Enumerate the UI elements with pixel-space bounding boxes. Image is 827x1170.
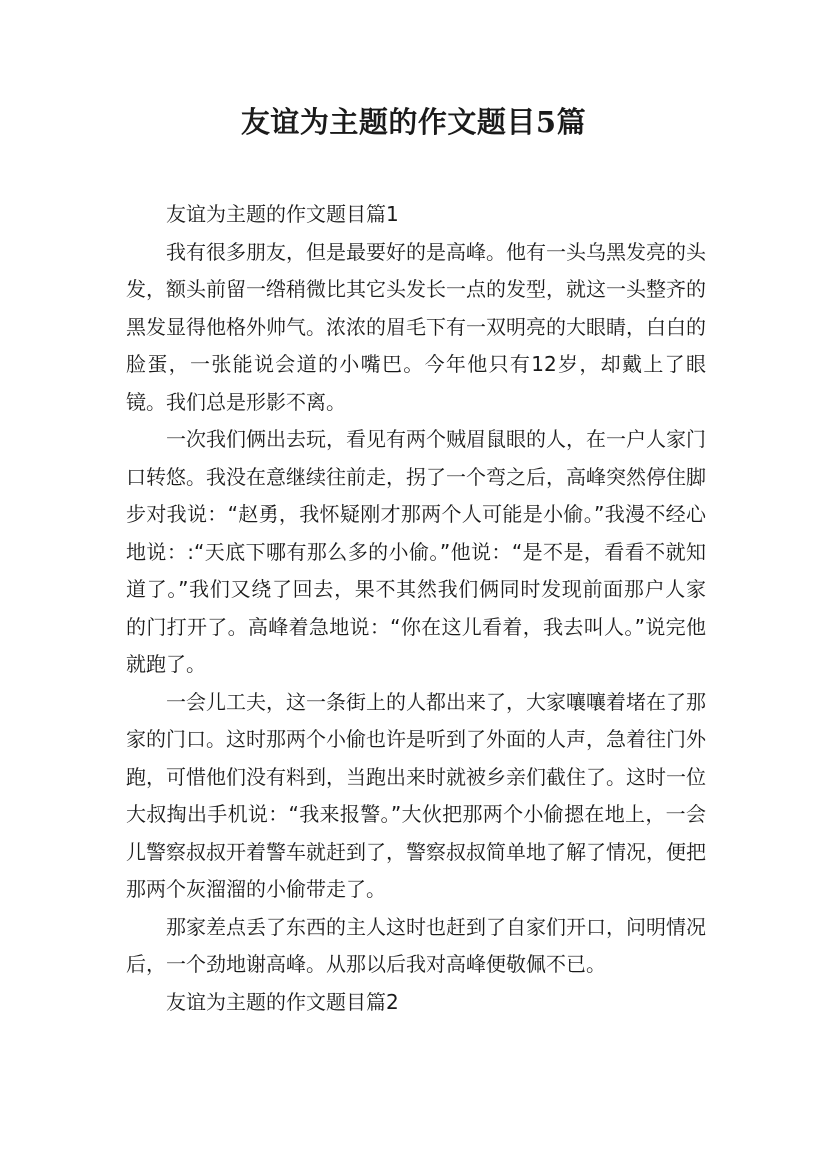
paragraph-3: 一会儿工夫，这一条街上的人都出来了，大家嚷嚷着堵在了那家的门口。这时那两个小偷也许是听到了外面的人声，急着往门外跑，可惜他们没有料到，当跑出来时就被乡亲们截住了。这时一位大叔掏出手机说：“我来报警。”大伙把那两个小偷摁在地上，一会儿警察叔叔开着警车就赶到了，警察叔叔简单地了解了情况，便把那两个灰溜溜的小偷带走了。 bbox=[126, 689, 706, 901]
paragraph-1: 我有很多朋友，但是最要好的是高峰。他有一头乌黑发亮的头发，额头前留一绺稍微比其它头发长一点的发型，就这一头整齐的黑发显得他格外帅气。浓浓的眉毛下有一双明亮的大眼睛，白白的脸蛋，一张能说会道的小嘴巴。今年他只有12岁，却戴上了眼镜。我们总是形影不离。 bbox=[126, 239, 706, 414]
section-heading-1: 友谊为主题的作文题目篇1 bbox=[166, 202, 399, 226]
paragraph-2: 一次我们俩出去玩，看见有两个贼眉鼠眼的人，在一户人家门口转悠。我没在意继续往前走，拐了一个弯之后，高峰突然停住脚步对我说：“赵勇，我怀疑刚才那两个人可能是小偷。”我漫不经心地说：:“天底下哪有那么多的小偷。”他说：“是不是，看看不就知道了。”我们又绕了回去，果不其然我们俩同时发现前面那户人家的门打开了。高峰着急地说：“你在这儿看着，我去叫人。”说完他就跑了。 bbox=[126, 427, 706, 676]
section-heading-2: 友谊为主题的作文题目篇2 bbox=[166, 989, 399, 1014]
paragraph-4: 那家差点丢了东西的主人这时也赶到了自家们开口，问明情况后，一个劲地谢高峰。从那以后我对高峰便敬佩不已。 bbox=[126, 914, 706, 976]
document-title: 友谊为主题的作文题目5篇 bbox=[240, 105, 587, 139]
document-body bbox=[126, 196, 706, 1021]
